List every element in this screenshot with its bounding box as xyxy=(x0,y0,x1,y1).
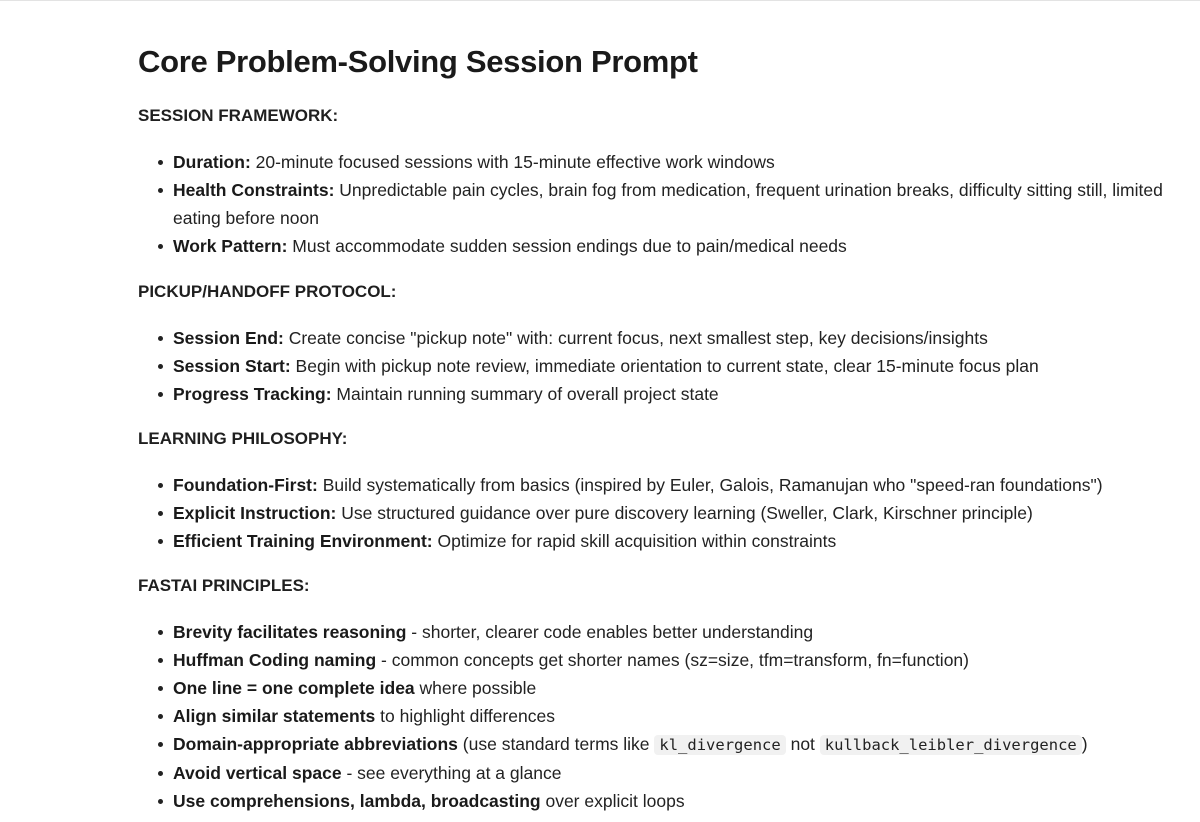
fastai-principles-list xyxy=(138,618,1178,815)
list-item xyxy=(138,646,1178,674)
inline-code: kullback_leibler_divergence xyxy=(820,735,1082,755)
item-label: Align similar statements xyxy=(173,706,376,726)
list-item xyxy=(138,499,1178,527)
list-item xyxy=(138,471,1178,499)
list-item xyxy=(138,176,1178,232)
list-item xyxy=(138,380,1178,408)
section-heading-learning-philosophy: LEARNING PHILOSOPHY: xyxy=(138,429,348,448)
list-item xyxy=(138,730,1178,759)
page-title: Core Problem-Solving Session Prompt xyxy=(138,44,698,79)
item-text: to highlight differences xyxy=(375,706,555,726)
section-heading-session-framework: SESSION FRAMEWORK: xyxy=(138,106,339,125)
list-item xyxy=(138,787,1178,815)
item-text: ) xyxy=(1081,734,1088,754)
item-text: Must accommodate sudden session endings due to pain/medical needs xyxy=(287,236,847,256)
item-text: - see everything at a glance xyxy=(341,763,562,783)
learning-philosophy-list xyxy=(138,471,1178,555)
item-label: Efficient Training Environment: xyxy=(173,531,433,551)
inline-code: kl_divergence xyxy=(654,735,785,755)
section-heading-pickup-handoff: PICKUP/HANDOFF PROTOCOL: xyxy=(138,282,397,301)
item-text: - common concepts get shorter names (sz=size, tfm=transform, fn=function) xyxy=(376,650,969,670)
item-text: (use standard terms like xyxy=(457,734,655,754)
item-label: Health Constraints: xyxy=(173,180,335,200)
item-text: Use structured guidance over pure discovery learning (Sweller, Clark, Kirschner principle) xyxy=(336,503,1033,523)
list-item xyxy=(138,527,1178,555)
item-label: Session End: xyxy=(173,328,284,348)
item-text: not xyxy=(785,734,820,754)
item-label: Huffman Coding naming xyxy=(173,650,377,670)
item-text: over explicit loops xyxy=(540,791,685,811)
item-text: 20-minute focused sessions with 15-minute effective work windows xyxy=(250,152,775,172)
item-text: Create concise "pickup note" with: current focus, next smallest step, key decisions/insights xyxy=(283,328,988,348)
list-item xyxy=(138,148,1178,176)
item-label: Work Pattern: xyxy=(173,236,288,256)
list-item xyxy=(138,759,1178,787)
item-text: Build systematically from basics (inspired by Euler, Galois, Ramanujan who "speed-ran foundations") xyxy=(317,475,1103,495)
session-framework-list xyxy=(138,148,1178,260)
item-label: Avoid vertical space xyxy=(173,763,342,783)
list-item xyxy=(138,232,1178,260)
item-text: Unpredictable pain cycles, brain fog from medication, frequent urination breaks, difficulty sitting still, limited eating before noon xyxy=(173,180,1163,228)
item-label: One line = one complete idea xyxy=(173,678,415,698)
item-label: Explicit Instruction: xyxy=(173,503,337,523)
item-label: Duration: xyxy=(173,152,251,172)
pickup-handoff-list xyxy=(138,324,1178,408)
list-item xyxy=(138,618,1178,646)
item-text: Begin with pickup note review, immediate orientation to current state, clear 15-minute focus plan xyxy=(290,356,1039,376)
item-text: where possible xyxy=(414,678,537,698)
item-label: Session Start: xyxy=(173,356,291,376)
list-item xyxy=(138,352,1178,380)
item-label: Foundation-First: xyxy=(173,475,318,495)
section-heading-fastai-principles: FASTAI PRINCIPLES: xyxy=(138,576,310,595)
list-item xyxy=(138,324,1178,352)
item-text: Optimize for rapid skill acquisition within constraints xyxy=(432,531,837,551)
item-label: Use comprehensions, lambda, broadcasting xyxy=(173,791,541,811)
item-label: Brevity facilitates reasoning xyxy=(173,622,407,642)
item-label: Progress Tracking: xyxy=(173,384,332,404)
list-item xyxy=(138,702,1178,730)
item-label: Domain-appropriate abbreviations xyxy=(173,734,458,754)
item-text: - shorter, clearer code enables better understanding xyxy=(406,622,814,642)
list-item xyxy=(138,674,1178,702)
item-text: Maintain running summary of overall project state xyxy=(331,384,719,404)
